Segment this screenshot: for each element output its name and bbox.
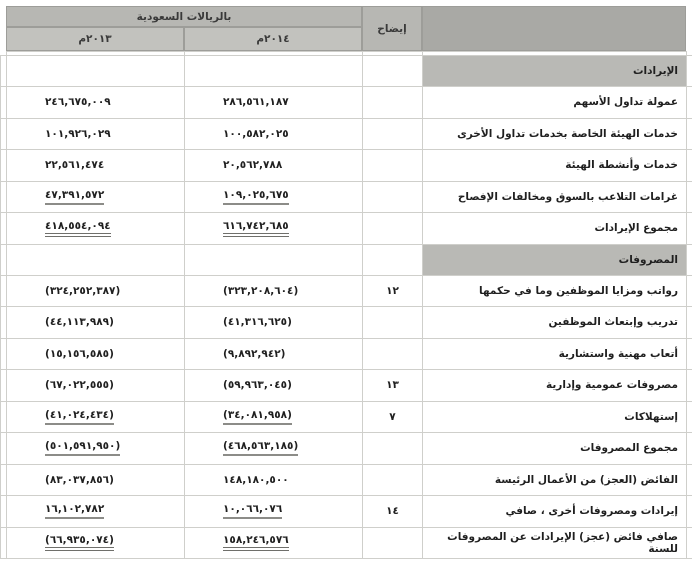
row-label: إيرادات ومصروفات أخرى ، صافي	[423, 496, 687, 528]
table-row	[1, 307, 692, 339]
value-2013: ٢٤٦,٦٧٥,٠٠٩	[7, 87, 185, 119]
table-row-net	[1, 527, 692, 559]
value-2014: ٢٨٦,٥٦١,١٨٧	[185, 87, 363, 119]
income-statement-table	[0, 51, 692, 559]
value-2013: (١٥,١٥٦,٥٨٥)	[7, 338, 185, 370]
note-header: إيضاح	[362, 6, 422, 51]
row-label: خدمات الهيئة الخاصة بخدمات تداول الأخرى	[423, 118, 687, 150]
table-row	[1, 87, 692, 119]
table-row	[1, 275, 692, 307]
note-ref	[363, 307, 423, 339]
note-ref	[363, 181, 423, 213]
section-revenues	[1, 56, 692, 87]
value-2013: (٤٤,١١٣,٩٨٩)	[7, 307, 185, 339]
value-2014: ١٠٠,٥٨٢,٠٢٥	[185, 118, 363, 150]
table-row	[1, 370, 692, 402]
note-ref	[363, 150, 423, 182]
section-label: الإيرادات	[423, 56, 687, 87]
table-row	[1, 338, 692, 370]
value-2014: (٣٢٣,٢٠٨,٦٠٤)	[185, 275, 363, 307]
value-2013: (٥٠١,٥٩١,٩٥٠)	[45, 440, 120, 456]
row-label: مصروفات عمومية وإدارية	[423, 370, 687, 402]
row-label: مجموع الإيرادات	[423, 213, 687, 245]
value-2013: (٨٣,٠٣٧,٨٥٦)	[7, 464, 185, 496]
value-2013: ٤١٨,٥٥٤,٠٩٤	[45, 220, 111, 237]
note-ref: ١٣	[363, 370, 423, 402]
value-2013: (٦٧,٠٢٢,٥٥٥)	[7, 370, 185, 402]
value-2014: ١٥٨,٢٤٦,٥٧٦	[223, 534, 289, 551]
note-ref	[363, 118, 423, 150]
table-row	[1, 118, 692, 150]
row-label: إستهلاكات	[423, 401, 687, 433]
value-2013: ٤٧,٣٩١,٥٧٢	[45, 189, 104, 205]
row-label: مجموع المصروفات	[423, 433, 687, 465]
row-label: عمولة تداول الأسهم	[423, 87, 687, 119]
table-row-total	[1, 433, 692, 465]
value-2013: (٣٢٤,٢٥٢,٣٨٧)	[7, 275, 185, 307]
value-2013: (٦٦,٩٣٥,٠٧٤)	[45, 534, 114, 551]
table-row-total	[1, 213, 692, 245]
table-row	[1, 181, 692, 213]
note-ref	[363, 433, 423, 465]
value-2014: ١٠,٠٦٦,٠٧٦	[223, 503, 282, 519]
row-label: أتعاب مهنية واستشارية	[423, 338, 687, 370]
table-row	[1, 464, 692, 496]
section-label: المصروفات	[423, 244, 687, 275]
note-ref: ٧	[363, 401, 423, 433]
note-ref	[363, 464, 423, 496]
value-2014: ١٠٩,٠٢٥,٦٧٥	[223, 189, 289, 205]
row-label: تدريب وإبتعاث الموظفين	[423, 307, 687, 339]
value-2014: (٥٩,٩٦٣,٠٤٥)	[185, 370, 363, 402]
value-2014: (٩,٨٩٢,٩٤٢)	[185, 338, 363, 370]
value-2014: ٦١٦,٧٤٢,٦٨٥	[223, 220, 289, 237]
row-label: غرامات التلاعب بالسوق ومخالفات الإفصاح	[423, 181, 687, 213]
note-ref: ١٤	[363, 496, 423, 528]
year-2014-header: ٢٠١٤م	[184, 27, 362, 51]
value-2014: ١٤٨,١٨٠,٥٠٠	[185, 464, 363, 496]
note-ref	[363, 527, 423, 559]
section-expenses	[1, 244, 692, 275]
value-2014: (٤٦٨,٥٦٣,١٨٥)	[223, 440, 298, 456]
row-label: خدمات وأنشطة الهيئة	[423, 150, 687, 182]
row-label: صافي فائض (عجز) الإيرادات عن المصروفات للسنة	[423, 527, 687, 559]
table-row	[1, 150, 692, 182]
value-2014: (٤١,٣١٦,٦٢٥)	[185, 307, 363, 339]
value-2013: ٢٢,٥٦١,٤٧٤	[7, 150, 185, 182]
note-ref: ١٢	[363, 275, 423, 307]
value-2013: ١٠١,٩٢٦,٠٢٩	[7, 118, 185, 150]
value-2014: ٢٠,٥٦٢,٧٨٨	[185, 150, 363, 182]
value-2013: ١٦,١٠٢,٧٨٢	[45, 503, 104, 519]
table-row	[1, 496, 692, 528]
value-2013: (٤١,٠٢٤,٤٣٤)	[45, 409, 114, 425]
note-ref	[363, 213, 423, 245]
currency-header: بالريالات السعودية	[6, 6, 362, 27]
table-row	[1, 401, 692, 433]
value-2014: (٣٤,٠٨١,٩٥٨)	[223, 409, 292, 425]
note-ref	[363, 87, 423, 119]
row-label: الفائض (العجز) من الأعمال الرئيسة	[423, 464, 687, 496]
year-2013-header: ٢٠١٣م	[6, 27, 184, 51]
note-ref	[363, 338, 423, 370]
row-label: رواتب ومزايا الموظفين وما في حكمها	[423, 275, 687, 307]
label-header	[422, 6, 686, 51]
